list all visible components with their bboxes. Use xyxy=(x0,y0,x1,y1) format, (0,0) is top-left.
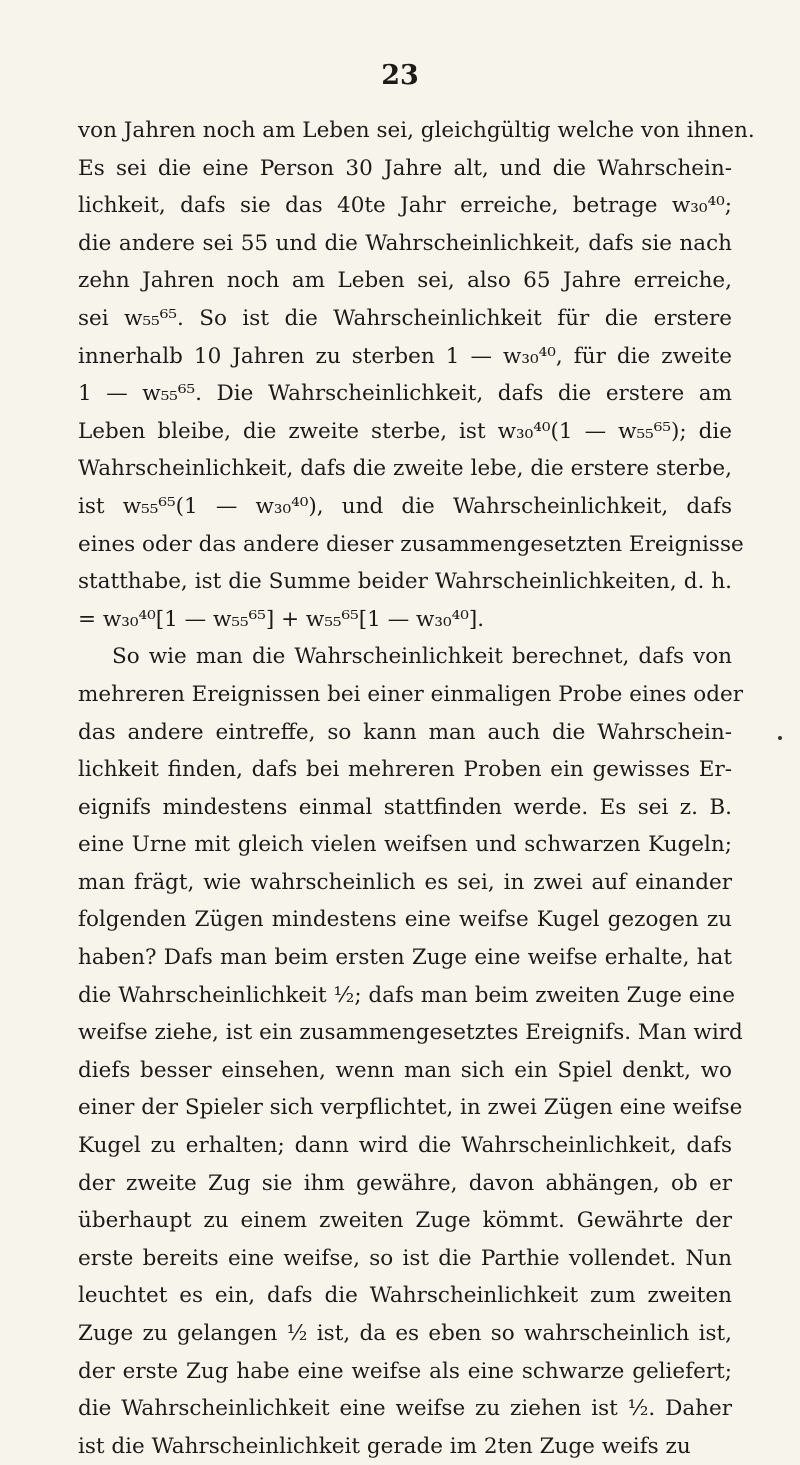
text-line: man frägt, wie wahrscheinlich es sei, in zwei auf einander xyxy=(78,869,732,895)
page-number: 23 xyxy=(381,60,419,91)
margin-dot xyxy=(778,736,782,740)
text-line: = w₃₀⁴⁰[1 — w₅₅⁶⁵] + w₅₅⁶⁵[1 — w₃₀⁴⁰]. xyxy=(78,606,485,632)
text-line: die andere sei 55 und die Wahrscheinlichkeit, dafs sie nach xyxy=(78,230,732,256)
text-line: eignifs mindestens einmal stattfinden werde. Es sei z. B. xyxy=(78,794,732,820)
text-line: weifse ziehe, ist ein zusammengesetztes Ereignifs. Man wird xyxy=(78,1020,743,1046)
text-line: erste bereits eine weifse, so ist die Parthie vollendet. Nun xyxy=(78,1245,732,1271)
text-line: ist w₅₅⁶⁵(1 — w₃₀⁴⁰), und die Wahrscheinlichkeit, dafs xyxy=(78,493,732,519)
text-line: überhaupt zu einem zweiten Zuge kömmt. Gewährte der xyxy=(78,1208,732,1234)
text-line: mehreren Ereignissen bei einer einmaligen Probe eines oder xyxy=(78,681,743,707)
text-line: sei w₅₅⁶⁵. So ist die Wahrscheinlichkeit für die erstere xyxy=(78,305,732,331)
text-line: der zweite Zug sie ihm gewähre, davon abhängen, ob er xyxy=(78,1170,732,1196)
text-line: eines oder das andere dieser zusammengesetzten Ereignisse xyxy=(78,531,744,557)
text-line: Wahrscheinlichkeit, dafs die zweite lebe, die erstere sterbe, xyxy=(78,456,732,482)
text-line: haben? Dafs man beim ersten Zuge eine weifse erhalte, hat xyxy=(78,945,732,971)
text-line: Kugel zu erhalten; dann wird die Wahrscheinlichkeit, dafs xyxy=(78,1133,732,1159)
text-line: einer der Spieler sich verpflichtet, in zwei Zügen eine weifse xyxy=(78,1095,743,1121)
text-line: 1 — w₅₅⁶⁵. Die Wahrscheinlichkeit, dafs die erstere am xyxy=(78,381,732,407)
body-text xyxy=(78,112,755,1465)
text-line: die Wahrscheinlichkeit eine weifse zu ziehen ist ½. Daher xyxy=(78,1396,732,1422)
text-line: Es sei die eine Person 30 Jahre alt, und die Wahrschein- xyxy=(78,155,732,181)
text-line: innerhalb 10 Jahren zu sterben 1 — w₃₀⁴⁰, für die zweite xyxy=(78,343,732,369)
text-line: eine Urne mit gleich vielen weifsen und schwarzen Kugeln; xyxy=(78,832,732,858)
text-line: ist die Wahrscheinlichkeit gerade im 2ten Zuge weifs zu xyxy=(78,1433,691,1459)
text-line: lichkeit finden, dafs bei mehreren Proben ein gewisses Er- xyxy=(78,757,732,783)
text-line: von Jahren noch am Leben sei, gleichgültig welche von ihnen. xyxy=(78,118,755,143)
text-line: die Wahrscheinlichkeit ½; dafs man beim zweiten Zuge eine xyxy=(78,982,735,1008)
text-line: leuchtet es ein, dafs die Wahrscheinlichkeit zum zweiten xyxy=(78,1283,732,1309)
text-line: So wie man die Wahrscheinlichkeit berechnet, dafs von xyxy=(112,644,732,670)
text-line: statthabe, ist die Summe beider Wahrscheinlichkeiten, d. h. xyxy=(78,569,732,595)
text-line: zehn Jahren noch am Leben sei, also 65 Jahre erreiche, xyxy=(78,268,732,294)
text-line: lichkeit, dafs sie das 40te Jahr erreiche, betrage w₃₀⁴⁰; xyxy=(78,193,732,219)
text-line: diefs besser einsehen, wenn man sich ein Spiel denkt, wo xyxy=(78,1057,732,1083)
text-line: folgenden Zügen mindestens eine weifse Kugel gezogen zu xyxy=(78,907,732,933)
text-line: der erste Zug habe eine weifse als eine schwarze geliefert; xyxy=(78,1358,732,1384)
text-line: Zuge zu gelangen ½ ist, da es eben so wahrscheinlich ist, xyxy=(78,1321,732,1346)
text-line: das andere eintreffe, so kann man auch die Wahrschein- xyxy=(78,719,732,745)
text-line: Leben bleibe, die zweite sterbe, ist w₃₀⁴⁰(1 — w₅₅⁶⁵); die xyxy=(78,418,732,444)
